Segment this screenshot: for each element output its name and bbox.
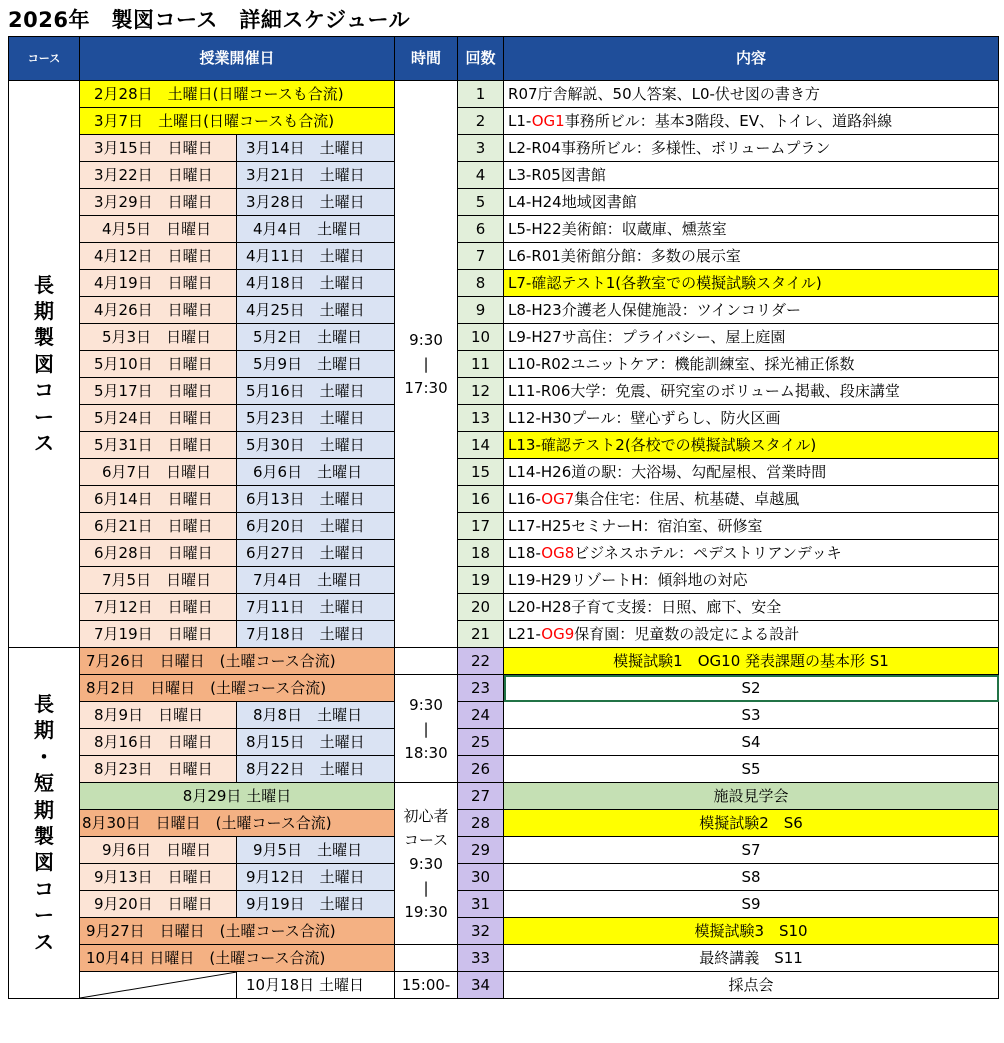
count-cell[interactable]: 27: [458, 783, 504, 810]
header-date[interactable]: 授業開催日: [80, 37, 395, 81]
count-cell[interactable]: 25: [458, 729, 504, 756]
table-row: [9, 621, 999, 648]
content-cell[interactable]: 模擬試験3 S10: [504, 918, 999, 945]
date-cell[interactable]: 2月28日 土曜日(日曜コースも合流): [80, 81, 395, 108]
count-cell[interactable]: 19: [458, 567, 504, 594]
time-cell[interactable]: 15:00-: [395, 972, 458, 999]
count-cell[interactable]: 29: [458, 837, 504, 864]
diagonal-empty-cell[interactable]: [80, 972, 237, 999]
count-cell[interactable]: 11: [458, 351, 504, 378]
count-cell[interactable]: 12: [458, 378, 504, 405]
date-sun[interactable]: 6月21日 日曜日: [80, 513, 237, 540]
table-row: [9, 675, 999, 702]
time-cell[interactable]: 初心者 コース 9:30 | 19:30: [395, 783, 458, 945]
date-sun[interactable]: 6月14日 日曜日: [80, 486, 237, 513]
content-cell[interactable]: L9-H27サ高住：プライバシー、屋上庭園: [504, 324, 999, 351]
date-sun[interactable]: 4月12日 日曜日: [80, 243, 237, 270]
count-cell[interactable]: 30: [458, 864, 504, 891]
count-cell[interactable]: 15: [458, 459, 504, 486]
date-cell[interactable]: 8月30日 日曜日 (土曜コース合流): [80, 810, 395, 837]
date-sat[interactable]: 6月6日 土曜日: [237, 459, 395, 486]
content-cell[interactable]: L10-R02ユニットケア：機能訓練室、採光補正係数: [504, 351, 999, 378]
header-course[interactable]: コース: [9, 37, 80, 81]
date-sun[interactable]: 4月19日 日曜日: [80, 270, 237, 297]
table-row: [9, 513, 999, 540]
date-sat[interactable]: 8月8日 土曜日: [237, 702, 395, 729]
date-sat[interactable]: 10月18日 土曜日: [237, 972, 395, 999]
table-row: [9, 756, 999, 783]
table-row: [9, 162, 999, 189]
date-sun[interactable]: 3月29日 日曜日: [80, 189, 237, 216]
table-row: [9, 81, 999, 108]
count-cell[interactable]: 31: [458, 891, 504, 918]
content-cell[interactable]: L3-R05図書館: [504, 162, 999, 189]
count-cell[interactable]: 18: [458, 540, 504, 567]
content-cell[interactable]: L17-H25セミナーH：宿泊室、研修室: [504, 513, 999, 540]
table-row: [9, 297, 999, 324]
date-sat[interactable]: 5月9日 土曜日: [237, 351, 395, 378]
table-row: [9, 270, 999, 297]
content-cell[interactable]: S7: [504, 837, 999, 864]
count-cell[interactable]: 33: [458, 945, 504, 972]
date-sun[interactable]: 4月5日 日曜日: [80, 216, 237, 243]
count-cell[interactable]: 14: [458, 432, 504, 459]
table-row: [9, 351, 999, 378]
content-cell[interactable]: L20-H28子育て支援：日照、廊下、安全: [504, 594, 999, 621]
count-cell[interactable]: 1: [458, 81, 504, 108]
content-cell[interactable]: L14-H26道の駅：大浴場、勾配屋根、営業時間: [504, 459, 999, 486]
count-cell[interactable]: 24: [458, 702, 504, 729]
date-sun[interactable]: 7月5日 日曜日: [80, 567, 237, 594]
count-cell[interactable]: 5: [458, 189, 504, 216]
count-cell[interactable]: 9: [458, 297, 504, 324]
date-sat[interactable]: 4月4日 土曜日: [237, 216, 395, 243]
content-cell[interactable]: L4-H24地域図書館: [504, 189, 999, 216]
table-row: [9, 378, 999, 405]
table-row: [9, 702, 999, 729]
date-cell[interactable]: 7月26日 日曜日 (土曜コース合流): [80, 648, 395, 675]
date-sat[interactable]: 9月19日 土曜日: [237, 891, 395, 918]
date-sat[interactable]: 3月21日 土曜日: [237, 162, 395, 189]
date-sat[interactable]: 6月20日 土曜日: [237, 513, 395, 540]
date-sat[interactable]: 7月18日 土曜日: [237, 621, 395, 648]
date-sat[interactable]: 7月11日 土曜日: [237, 594, 395, 621]
course-long[interactable]: 長 期 製 図 コ ー ス: [9, 81, 80, 648]
table-row: [9, 216, 999, 243]
date-sun[interactable]: 7月12日 日曜日: [80, 594, 237, 621]
table-row: [9, 486, 999, 513]
content-cell[interactable]: L21-OG9保育園：児童数の設定による設計: [504, 621, 999, 648]
date-sun[interactable]: 5月10日 日曜日: [80, 351, 237, 378]
table-row: [9, 918, 999, 945]
header-time[interactable]: 時間: [395, 37, 458, 81]
date-cell[interactable]: 8月29日 土曜日: [80, 783, 395, 810]
table-row: [9, 729, 999, 756]
count-cell[interactable]: 4: [458, 162, 504, 189]
content-cell[interactable]: R07庁舎解説、50人答案、L0-伏せ図の書き方: [504, 81, 999, 108]
table-row: [9, 594, 999, 621]
content-cell[interactable]: L16-OG7集合住宅：住居、杭基礎、卓越風: [504, 486, 999, 513]
date-sun[interactable]: 8月16日 日曜日: [80, 729, 237, 756]
page-title: 2026年 製図コース 詳細スケジュール: [8, 8, 411, 32]
date-sat[interactable]: 4月25日 土曜日: [237, 297, 395, 324]
count-cell[interactable]: 6: [458, 216, 504, 243]
time-cell[interactable]: 9:30 | 17:30: [395, 81, 458, 648]
content-cell[interactable]: L7-確認テスト1(各教室での模擬試験スタイル): [504, 270, 999, 297]
date-sun[interactable]: 6月7日 日曜日: [80, 459, 237, 486]
table-row: [9, 945, 999, 972]
date-sun[interactable]: 4月26日 日曜日: [80, 297, 237, 324]
content-cell[interactable]: L12-H30プール：壁心ずらし、防火区画: [504, 405, 999, 432]
count-cell[interactable]: 17: [458, 513, 504, 540]
content-cell[interactable]: S4: [504, 729, 999, 756]
date-sun[interactable]: 3月22日 日曜日: [80, 162, 237, 189]
count-cell[interactable]: 34: [458, 972, 504, 999]
content-cell[interactable]: S9: [504, 891, 999, 918]
date-sat[interactable]: 9月12日 土曜日: [237, 864, 395, 891]
date-cell[interactable]: 9月27日 日曜日 (土曜コース合流): [80, 918, 395, 945]
date-sat[interactable]: 6月13日 土曜日: [237, 486, 395, 513]
date-sat[interactable]: 6月27日 土曜日: [237, 540, 395, 567]
count-cell[interactable]: 16: [458, 486, 504, 513]
table-row: [9, 567, 999, 594]
time-cell[interactable]: 9:30 | 18:30: [395, 675, 458, 783]
count-cell[interactable]: 3: [458, 135, 504, 162]
content-cell[interactable]: 採点会: [504, 972, 999, 999]
schedule-table: [8, 36, 999, 999]
count-cell[interactable]: 22: [458, 648, 504, 675]
table-row: [9, 459, 999, 486]
date-sun[interactable]: 5月17日 日曜日: [80, 378, 237, 405]
date-cell[interactable]: 10月4日 日曜日 (土曜コース合流): [80, 945, 395, 972]
content-cell[interactable]: 模擬試験2 S6: [504, 810, 999, 837]
content-cell[interactable]: L13-確認テスト2(各校での模擬試験スタイル): [504, 432, 999, 459]
header-content[interactable]: 内容: [504, 37, 999, 81]
table-row: [9, 189, 999, 216]
content-cell[interactable]: 最終講義 S11: [504, 945, 999, 972]
diagonal-line: [80, 972, 237, 999]
date-sat[interactable]: 5月23日 土曜日: [237, 405, 395, 432]
content-cell[interactable]: L8-H23介護老人保健施設：ツインコリダー: [504, 297, 999, 324]
table-row: [9, 324, 999, 351]
table-row: [9, 540, 999, 567]
count-cell[interactable]: 32: [458, 918, 504, 945]
header-row: [9, 37, 999, 81]
content-cell[interactable]: 模擬試験1 OG10 発表課題の基本形 S1: [504, 648, 999, 675]
table-row: [9, 243, 999, 270]
table-row: [9, 972, 999, 999]
date-sun[interactable]: 5月24日 日曜日: [80, 405, 237, 432]
content-cell[interactable]: 施設見学会: [504, 783, 999, 810]
date-sun[interactable]: 9月20日 日曜日: [80, 891, 237, 918]
table-row: [9, 810, 999, 837]
count-cell[interactable]: 21: [458, 621, 504, 648]
time-cell[interactable]: [395, 945, 458, 972]
table-row: [9, 432, 999, 459]
count-cell[interactable]: 20: [458, 594, 504, 621]
content-cell[interactable]: S3: [504, 702, 999, 729]
table-row: [9, 405, 999, 432]
table-row: [9, 837, 999, 864]
content-cell[interactable]: L5-H22美術館：収蔵庫、燻蒸室: [504, 216, 999, 243]
date-sat[interactable]: 5月30日 土曜日: [237, 432, 395, 459]
count-cell[interactable]: 2: [458, 108, 504, 135]
date-sat[interactable]: 4月11日 土曜日: [237, 243, 395, 270]
date-sat[interactable]: 8月15日 土曜日: [237, 729, 395, 756]
date-sat[interactable]: 4月18日 土曜日: [237, 270, 395, 297]
content-cell[interactable]: L11-R06大学：免震、研究室のボリューム掲載、段床講堂: [504, 378, 999, 405]
count-cell[interactable]: 10: [458, 324, 504, 351]
date-sat[interactable]: 5月16日 土曜日: [237, 378, 395, 405]
content-cell[interactable]: L1-OG1事務所ビル：基本3階段、EV、トイレ、道路斜線: [504, 108, 999, 135]
table-row: [9, 864, 999, 891]
date-sat[interactable]: 9月5日 土曜日: [237, 837, 395, 864]
count-cell[interactable]: 28: [458, 810, 504, 837]
table-row: [9, 891, 999, 918]
count-cell[interactable]: 8: [458, 270, 504, 297]
time-cell[interactable]: [395, 648, 458, 675]
date-sat[interactable]: 3月14日 土曜日: [237, 135, 395, 162]
date-sat[interactable]: 7月4日 土曜日: [237, 567, 395, 594]
course-long-short[interactable]: 長 期 ・ 短 期 製 図 コ ー ス: [9, 648, 80, 999]
count-cell[interactable]: 26: [458, 756, 504, 783]
count-cell[interactable]: 13: [458, 405, 504, 432]
content-cell[interactable]: L19-H29リゾートH：傾斜地の対応: [504, 567, 999, 594]
date-sun[interactable]: 5月3日 日曜日: [80, 324, 237, 351]
count-cell[interactable]: 23: [458, 675, 504, 702]
date-sun[interactable]: 3月15日 日曜日: [80, 135, 237, 162]
table-row: [9, 648, 999, 675]
content-cell[interactable]: L18-OG8ビジネスホテル：ペデストリアンデッキ: [504, 540, 999, 567]
date-sat[interactable]: 8月22日 土曜日: [237, 756, 395, 783]
date-sun[interactable]: 5月31日 日曜日: [80, 432, 237, 459]
table-row: [9, 783, 999, 810]
table-row: [9, 108, 999, 135]
header-count[interactable]: 回数: [458, 37, 504, 81]
content-cell[interactable]: S5: [504, 756, 999, 783]
content-cell-selected[interactable]: S2: [504, 675, 999, 702]
content-cell[interactable]: S8: [504, 864, 999, 891]
date-sat[interactable]: 5月2日 土曜日: [237, 324, 395, 351]
date-cell[interactable]: 3月7日 土曜日(日曜コースも合流): [80, 108, 395, 135]
date-sun[interactable]: 9月6日 日曜日: [80, 837, 237, 864]
table-row: [9, 135, 999, 162]
content-cell[interactable]: L6-R01美術館分館：多数の展示室: [504, 243, 999, 270]
date-sun[interactable]: 6月28日 日曜日: [80, 540, 237, 567]
count-cell[interactable]: 7: [458, 243, 504, 270]
date-sat[interactable]: 3月28日 土曜日: [237, 189, 395, 216]
content-cell[interactable]: L2-R04事務所ビル：多様性、ボリュームプラン: [504, 135, 999, 162]
date-sun[interactable]: 9月13日 日曜日: [80, 864, 237, 891]
date-sun[interactable]: 7月19日 日曜日: [80, 621, 237, 648]
date-sun[interactable]: 8月9日 日曜日: [80, 702, 237, 729]
date-cell[interactable]: 8月2日 日曜日 (土曜コース合流): [80, 675, 395, 702]
date-sun[interactable]: 8月23日 日曜日: [80, 756, 237, 783]
